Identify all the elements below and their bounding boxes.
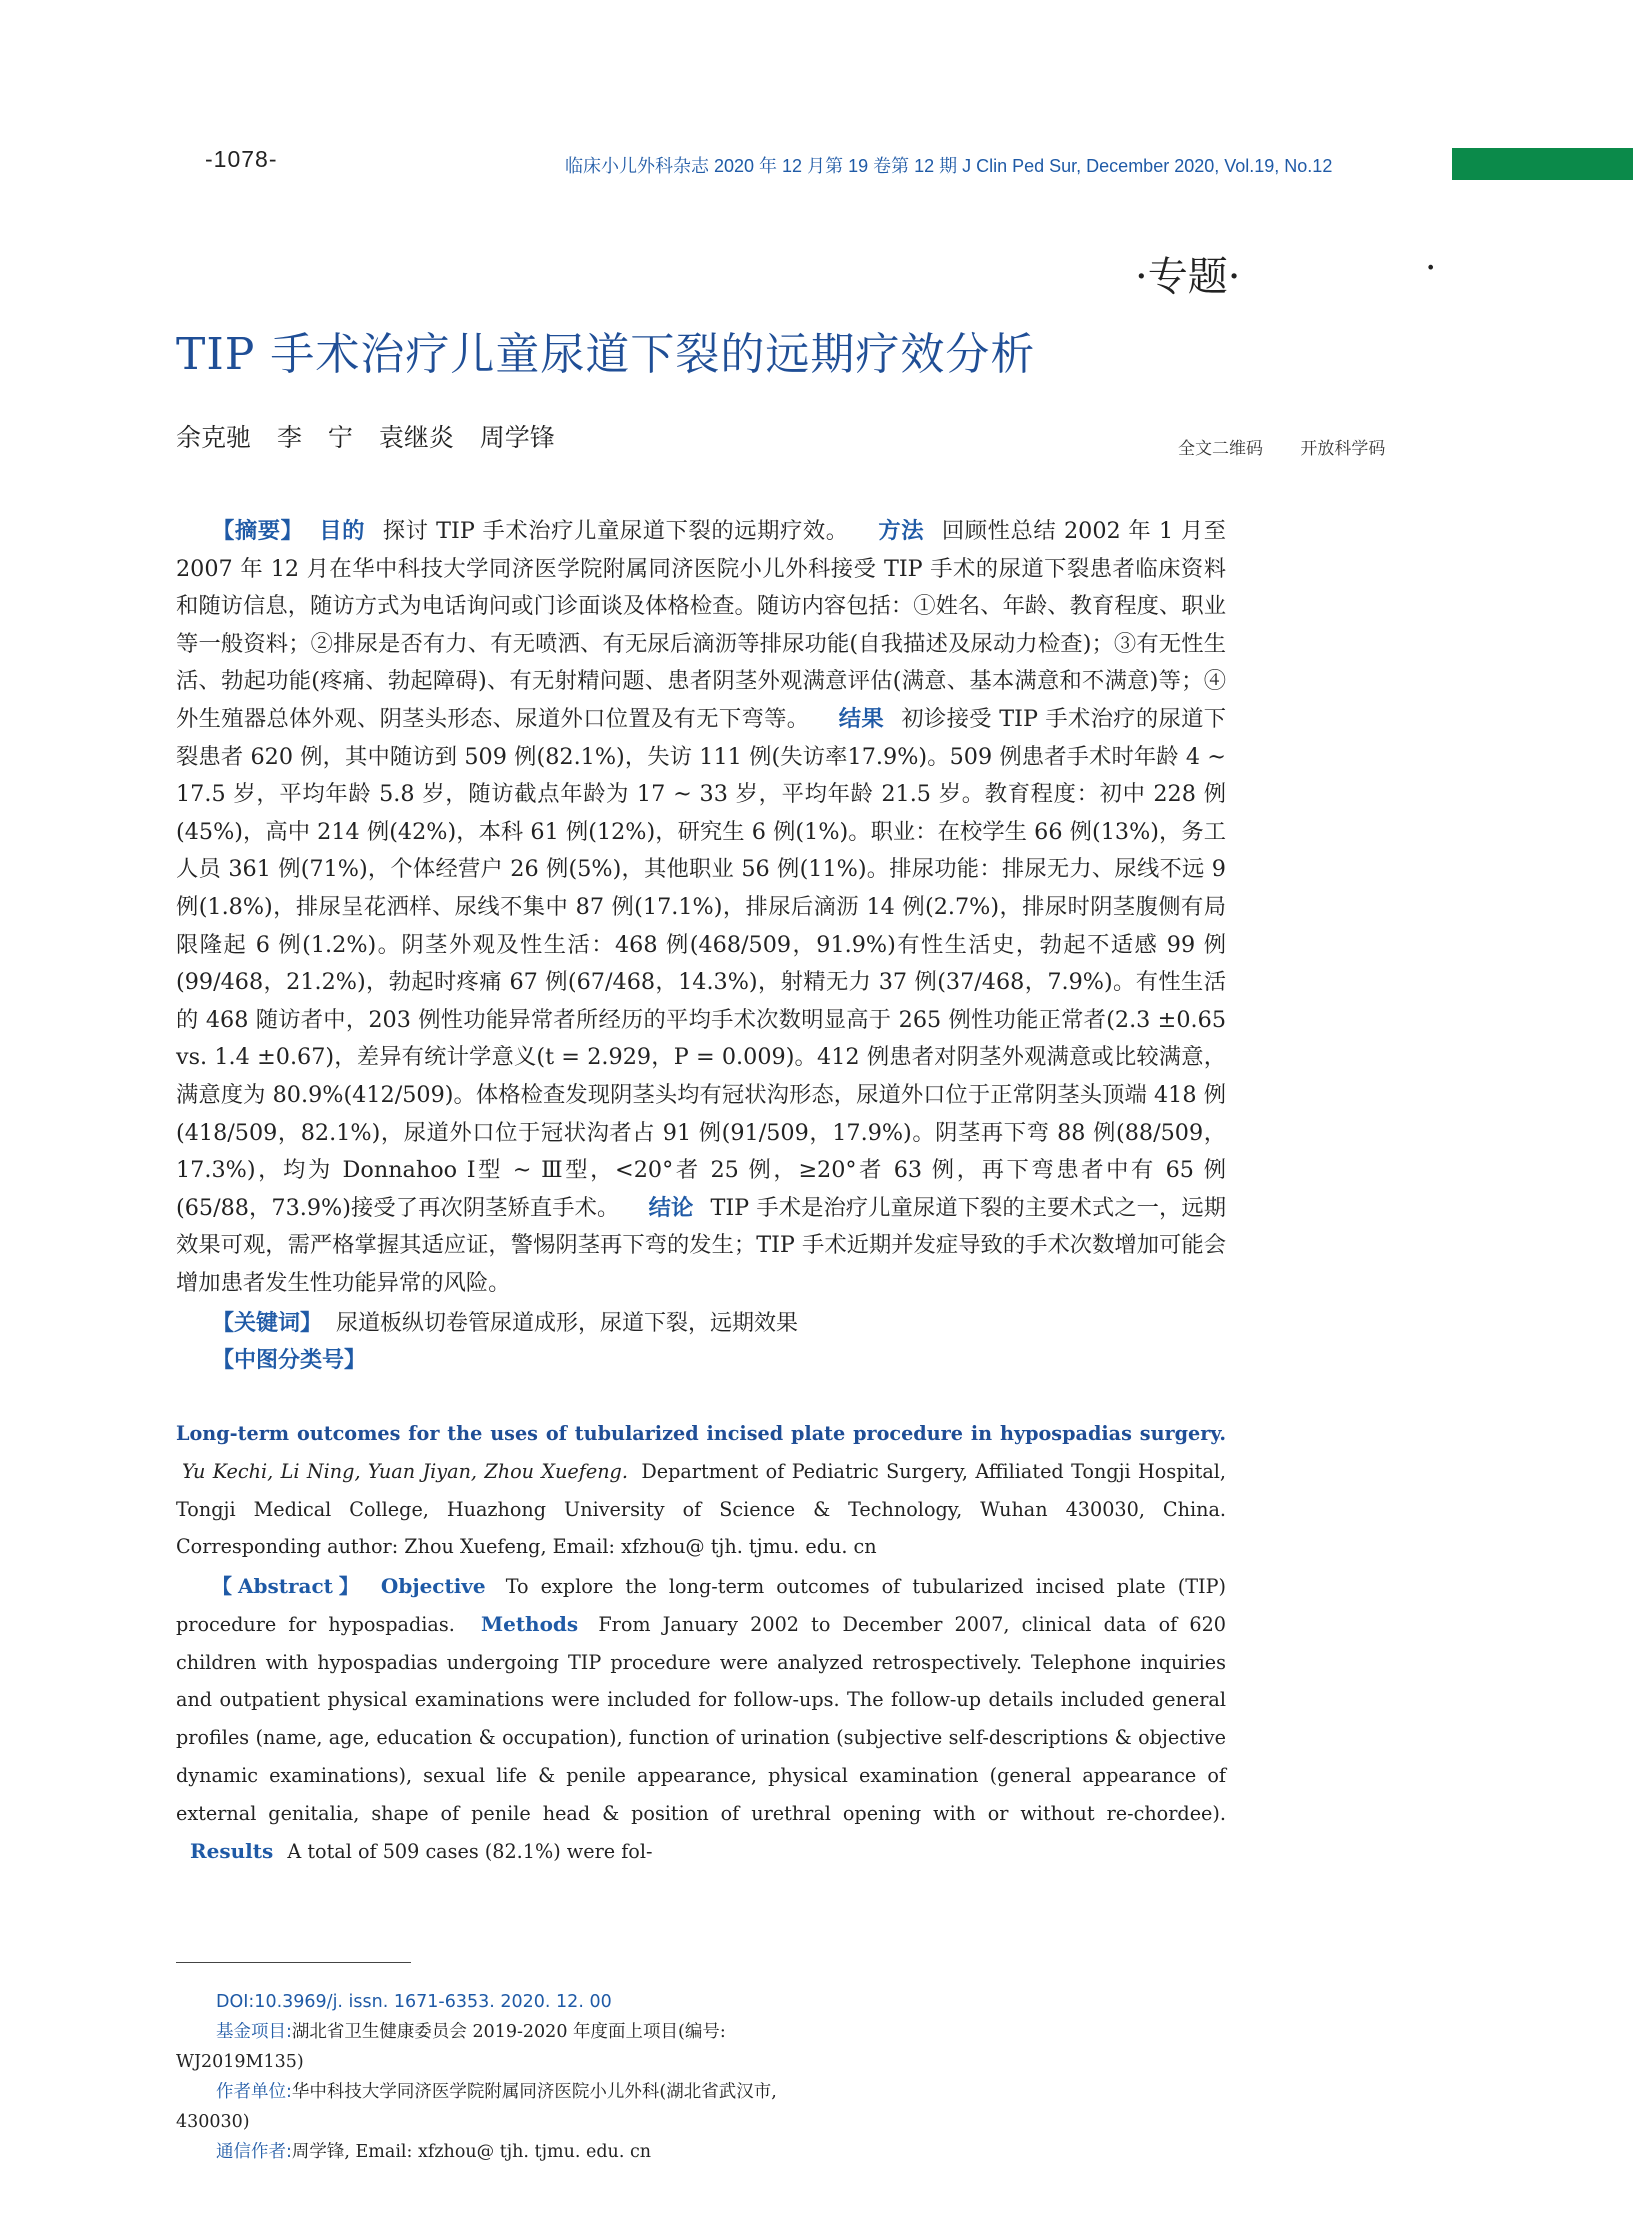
methods-label: 方法 [878,518,925,544]
clc-label: 【中图分类号】 [212,1348,367,1373]
header-color-bar [1452,148,1633,180]
methods-text: 回顾性总结 2002 年 1 月至 2007 年 12 月在华中科技大学同济医学院附属同济医院小儿外科接受 TIP 手术的尿道下裂患者临床资料和随访信息，随访方式为电话询问或门诊面谈及体格检查。随访内容包括：①姓名、年龄、教育程度、职业等一般资料；②排尿是否有力、有无喷洒、有无尿后滴沥等排尿功能(自我描述及尿动力检查)；③有无性生活、勃起功能(疼痛、勃起障碍)、有无射精问题、患者阴茎外观满意评估(满意、基本满意和不满意)等；④外生殖器总体外观、阴茎头形态、尿道外口位置及有无下弯等。 [176,518,1226,732]
keywords-text: 尿道板纵切卷管尿道成形，尿道下裂，远期效果 [336,1311,799,1336]
conclusion-text: TIP 手术是治疗儿童尿道下裂的主要术式之一，远期效果可观，需严格掌握其适应证，警惕阴茎再下弯的发生；TIP 手术近期并发症导致的手术次数增加可能会增加患者发生性功能异常的风险。 [176,1194,1226,1296]
abstract-en [176,1568,1226,1870]
footnote-affiliation: 作者单位:华中科技大学同济医学院附属同济医院小儿外科(湖北省武汉市, 430030) [176,2082,777,2132]
en-methods-text: From January 2002 to December 2007, clinical data of 620 children with hypospadias undergoing TIP procedure were analyzed retrospectively. Telephone inquiries and outpatient physical examinations were included for follow-ups. The follow-up details included general profiles (name, age, education & occupation), function of urination (subjective self-descriptions & objective dynamic examinations), sexual life & penile appearance, physical examination (general appearance of external genitalia, shape of penile head & position of urethral opening with or without re-chordee). [176,1612,1226,1825]
footnote-doi: DOI:10.3969/j. issn. 1671-6353. 2020. 12. 00 [216,1992,612,2012]
footnotes [176,1987,838,2167]
en-objective-text: To explore the long-term outcomes of tubularized incised plate (TIP) procedure for hypospadias. [176,1575,1226,1636]
footnote-rule [176,1962,411,1963]
keywords-label: 【关键词】 [212,1311,323,1336]
article-title: TIP 手术治疗儿童尿道下裂的远期疗效分析 [176,329,1036,380]
abstract-en-label: 【Abstract】 [212,1574,365,1598]
english-affiliation: Department of Pediatric Surgery, Affiliated Tongji Hospital, Tongji Medical College, Huazhong University of Science & Technology, Wuhan 430030, China. Corresponding author: Zhou Xuefeng, Email: xfzhou@ tjh. tjmu. edu. cn [176,1459,1226,1559]
objective-label: 目的 [319,518,366,544]
qr-code-labels: 全文二维码 开放科学码 [1178,439,1386,459]
english-authors: Yu Kechi, Li Ning, Yuan Jiyan, Zhou Xuefeng. [182,1459,628,1483]
footnote-fund: 基金项目:湖北省卫生健康委员会 2019-2020 年度面上项目(编号: WJ2019M135) [176,2022,726,2072]
section-tag: ·专题· [1135,254,1241,300]
abstract-zh [176,513,1226,1302]
en-objective-label: Objective [380,1574,486,1598]
english-title: Long-term outcomes for the uses of tubularized incised plate procedure in hypospadias surgery. [176,1422,1226,1445]
results-label: 结果 [838,705,884,732]
objective-text: 探讨 TIP 手术治疗儿童尿道下裂的远期疗效。 [382,518,849,544]
en-results-label: Results [190,1838,274,1863]
clc-line [212,1343,380,1374]
author-list: 余克驰 李 宁 袁继炎 周学锋 [176,423,555,452]
footnote-corresponding: 通信作者:周学锋, Email: xfzhou@ tjh. tjmu. edu. cn [216,2142,652,2162]
conclusion-label: 结论 [648,1194,694,1221]
section-dot: · [1425,248,1437,289]
page-number: -1078- [205,146,278,172]
abstract-en-header [176,1415,1226,1566]
keywords-line [212,1306,798,1337]
journal-header: 临床小儿外科杂志 2020 年 12 月第 19 卷第 12 期 J Clin Ped Sur, December 2020, Vol.19, No.12 [565,156,1333,176]
results-text: 初诊接受 TIP 手术治疗的尿道下裂患者 620 例，其中随访到 509 例(82.1%)，失访 111 例(失访率17.9%)。509 例患者手术时年龄 4 ~ 17.5 岁，平均年龄 5.8 岁，随访截点年龄为 17 ~ 33 岁，平均年龄 21.5 岁。教育程度：初中 228 例(45%)，高中 214 例(42%)，本科 61 例(12%)，研究生 6 例(1%)。职业：在校学生 66 例(13%)，务工人员 361 例(71%)，个体经营户 26 例(5%)，其他职业 56 例(11%)。排尿功能：排尿无力、尿线不远 9 例(1.8%)，排尿呈花洒样、尿线不集中 87 例(17.1%)，排尿后滴沥 14 例(2.7%)，排尿时阴茎腹侧有局限隆起 6 例(1.2%)。阴茎外观及性生活：468 例(468/509，91.9%)有性生活史，勃起不适感 99 例(99/468，21.2%)，勃起时疼痛 67 例(67/468，14.3%)，射精无力 37 例(37/468，7.9%)。有性生活的 468 随访者中，203 例性功能异常者所经历的平均手术次数明显高于 265 例性功能正常者(2.3 ±0.65 vs. 1.4 ±0.67)，差异有统计学意义(t = 2.929，P = 0.009)。412 例患者对阴茎外观满意或比较满意，满意度为 80.9%(412/509)。体格检查发现阴茎头均有冠状沟形态，尿道外口位于正常阴茎头顶端 418 例(418/509，82.1%)，尿道外口位于冠状沟者占 91 例(91/509，17.9%)。阴茎再下弯 88 例(88/509，17.3%)，均为 Donnahoo Ⅰ型 ~ Ⅲ型，<20°者 25 例，≥20°者 63 例，再下弯患者中有 65 例(65/88，73.9%)接受了再次阴茎矫直手术。 [176,705,1227,1221]
abstract-zh-label: 【摘要】 [212,518,304,544]
en-methods-label: Methods [480,1611,579,1636]
en-results-text: A total of 509 cases (82.1%) were fol- [287,1839,653,1863]
